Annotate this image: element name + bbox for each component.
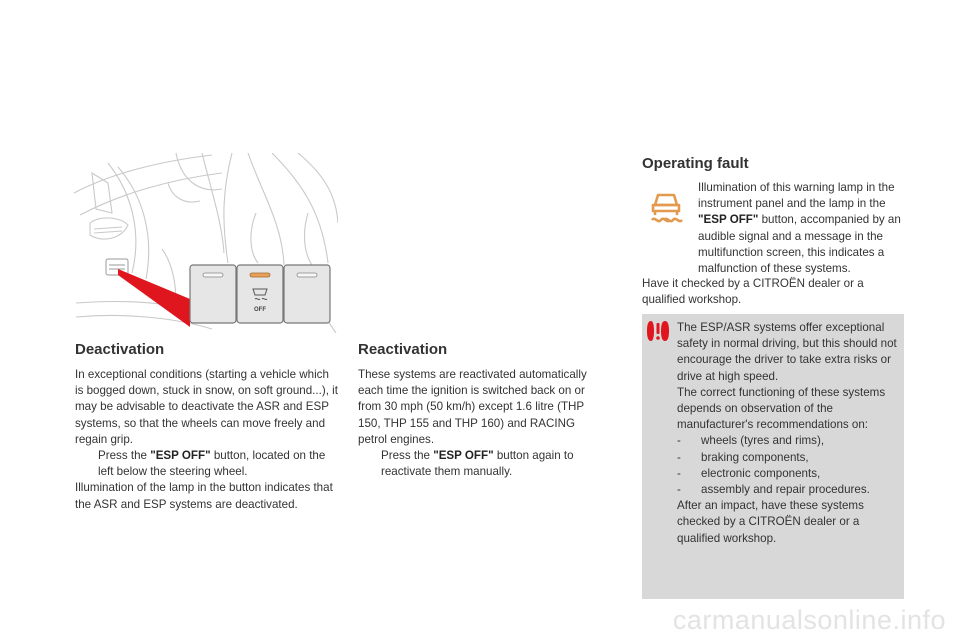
deactivation-intro: In exceptional conditions (starting a vehicle which is bogged down, stuck in snow, on soft ground...), it may be advisable to deactivate the ASR and ESP systems, so that the wheels can move freely and regain grip.	[75, 368, 338, 446]
warning-intro: The ESP/ASR systems offer exceptional safety in normal driving, but this should not encourage the driver to take extra risks or drive at high speed.	[677, 321, 897, 383]
step-prefix: Press the	[98, 449, 151, 463]
fault-check-text: Have it checked by a CITROËN dealer or a qualified workshop.	[642, 277, 864, 307]
deactivation-section	[75, 341, 340, 513]
esp-off-ref: "ESP OFF"	[150, 449, 211, 463]
step-prefix: Press the	[381, 449, 434, 463]
reactivation-intro: These systems are reactivated automatically each time the ignition is switched back on or from 30 mph (50 km/h) except 1.6 litre (THP 150, THP 155 and THP 160) and RACING petrol engines.	[358, 368, 587, 446]
step-suffix: button again to reactivate them manually.	[381, 449, 574, 479]
watermark: carmanualsonline.info	[672, 605, 946, 635]
esp-warning-lamp-icon	[645, 185, 687, 227]
warning-depends: The correct functioning of these systems depends on observation of the manufacturer's recommendations on:	[677, 385, 886, 432]
step-suffix: button, located on the left below the steering wheel.	[98, 449, 326, 479]
reactivation-title: Reactivation	[358, 341, 448, 358]
deactivation-title: Deactivation	[75, 341, 165, 358]
esp-off-ref: "ESP OFF"	[433, 449, 494, 463]
operating-fault-title: Operating fault	[642, 155, 749, 172]
dashboard-drawing	[72, 153, 338, 333]
list-item: - wheels (tyres and rims),	[677, 434, 825, 448]
lamp-text-2: button, accompanied by an audible signal and a message in the multifunction screen, this indicates a malfunction of these systems.	[698, 213, 901, 276]
list-item: - assembly and repair procedures.	[677, 483, 870, 497]
warning-content	[677, 320, 899, 547]
deactivation-outro: Illumination of the lamp in the button indicates that the ASR and ESP systems are deactivated.	[75, 481, 333, 511]
lamp-text-1: Illumination of this warning lamp in the instrument panel and the lamp in the	[698, 181, 895, 211]
callout-beam	[118, 269, 190, 327]
list-item: - electronic components,	[677, 466, 821, 480]
esp-button-illustration	[72, 153, 338, 333]
operating-fault-section	[642, 155, 907, 172]
warning-box	[642, 314, 904, 599]
esp-off-ref: "ESP OFF"	[698, 213, 759, 227]
warning-after: After an impact, have these systems checked by a CITROËN dealer or a qualified workshop.	[677, 499, 864, 545]
lamp-description	[698, 180, 908, 277]
reactivation-section	[358, 341, 606, 480]
exclamation-icon	[647, 319, 669, 343]
deactivation-step	[75, 448, 340, 480]
switch-off-label: OFF	[254, 307, 266, 313]
reactivation-step	[358, 448, 606, 480]
list-item: - braking components,	[677, 450, 809, 464]
